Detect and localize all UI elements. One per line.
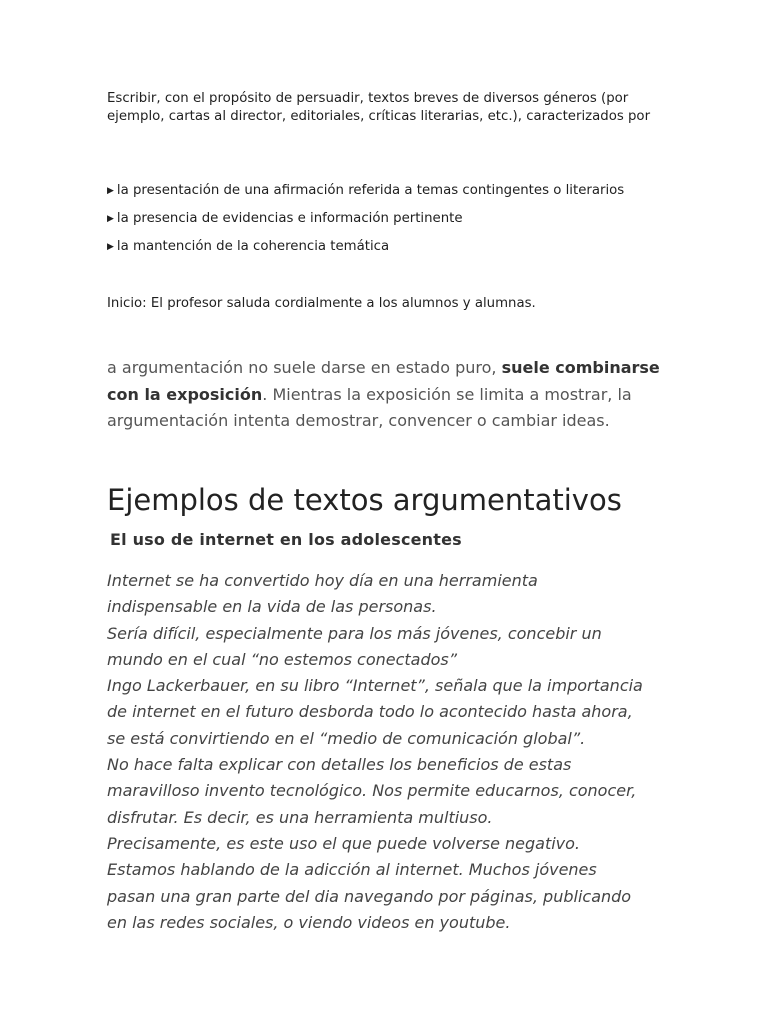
essay-body	[107, 568, 667, 936]
essay-line: maravilloso invento tecnológico. Nos permite educarnos, conocer,	[107, 781, 637, 801]
bullet-arrow-icon: ▶	[107, 186, 114, 196]
section-heading: Ejemplos de textos argumentativos	[107, 483, 622, 517]
essay-line: disfrutar. Es decir, es una herramienta multiuso.	[107, 807, 493, 827]
essay-line: se está convirtiendo en el “medio de comunicación global”.	[107, 728, 586, 748]
list-item-text: la presentación de una afirmación referida a temas contingentes o literarios	[116, 183, 625, 198]
intro-paragraph: Escribir, con el propósito de persuadir, textos breves de diversos géneros (por ejemplo, cartas al director, editoriales, críticas literarias, etc.), caracterizados por	[107, 91, 651, 124]
essay-line: Sería difícil, especialmente para los más jóvenes, concebir un	[107, 623, 602, 643]
essay-line: Ingo Lackerbauer, en su libro “Internet”, señala que la importancia	[107, 676, 643, 696]
essay-title: El uso de internet en los adolescentes	[110, 530, 462, 549]
argument-rest: . Mientras la exposición se limita a mostrar, la argumentación intenta demostrar, convencer o cambiar ideas.	[107, 384, 632, 430]
essay-line: pasan una gran parte del dia navegando por páginas, publicando	[107, 886, 632, 906]
list-item-text: la mantención de la coherencia temática	[116, 239, 390, 254]
essay-line: mundo en el cual “no estemos conectados”	[107, 649, 458, 669]
list-item	[107, 209, 624, 237]
list-item	[107, 181, 624, 209]
argument-lead: a argumentación no suele darse en estado puro,	[107, 358, 502, 377]
argument-paragraph	[107, 355, 667, 435]
list-item-text: la presencia de evidencias e información pertinente	[116, 211, 463, 226]
essay-line: Estamos hablando de la adicción al internet. Muchos jóvenes	[107, 860, 597, 880]
essay-line: en las redes sociales, o viendo videos en youtube.	[107, 912, 511, 932]
list-item	[107, 237, 624, 265]
essay-line: Precisamente, es este uso el que puede volverse negativo.	[107, 833, 581, 853]
essay-line: Internet se ha convertido hoy día en una herramienta	[107, 571, 538, 590]
inicio-paragraph: Inicio: El profesor saluda cordialmente a los alumnos y alumnas.	[107, 296, 536, 311]
essay-line: No hace falta explicar con detalles los beneficios de estas	[107, 755, 572, 775]
essay-line: indispensable en la vida de las personas.	[107, 597, 437, 617]
bullet-arrow-icon: ▶	[107, 214, 114, 224]
argument-bold: suele combinarse con la exposición	[107, 358, 660, 404]
bullet-arrow-icon: ▶	[107, 242, 114, 252]
criteria-list	[107, 181, 624, 265]
essay-line: de internet en el futuro desborda todo lo acontecido hasta ahora,	[107, 702, 633, 722]
